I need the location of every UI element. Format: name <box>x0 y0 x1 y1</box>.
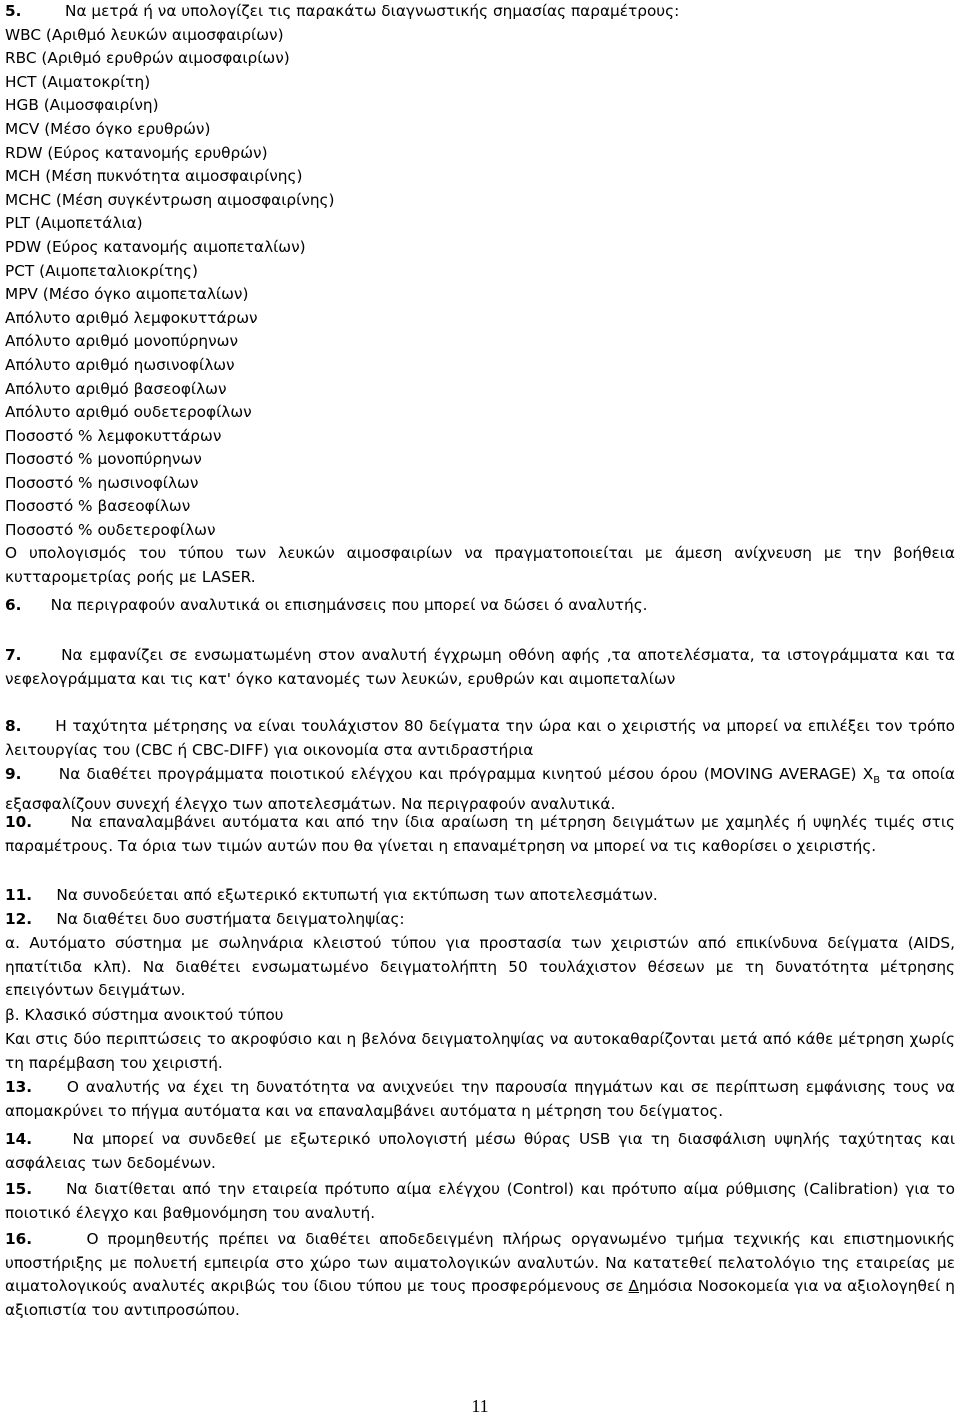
item-text: Ο προμηθευτής πρέπει να διαθέτει αποδεδειγμένη πλήρως οργανωμένο τμήμα τεχνικής και επιστημονικής υποστήριξης με πολυετή εμπειρία στο χώρο των αιματολογικών αναλυτών. Να κατατεθεί πελατολόγιο της εταιρείας με αιματολογικούς αναλυτές ακριβώς του ίδιου τύπου με τους προσφερόμενους σε <box>5 1230 955 1296</box>
item-5-intro: Να μετρά ή να υπολογίζει τις παρακάτω διαγνωστικής σημασίας παραμέτρους: <box>65 2 680 20</box>
item-12-option-b-title: β. Κλασικό σύστημα ανοικτού τύπου <box>5 1006 284 1024</box>
item-16 <box>5 1228 955 1322</box>
item-9 <box>5 763 955 816</box>
parameter-item: Απόλυτο αριθμό ουδετεροφίλων <box>5 403 252 422</box>
item-12 <box>5 908 955 932</box>
item-5-note: Ο υπολογισμός του τύπου των λευκών αιμοσφαιρίων να πραγματοποιείται με άμεση ανίχνευση με την βοήθεια κυτταρομετρίας ροής με LASER. <box>5 544 955 586</box>
item-number: 14. <box>5 1130 33 1148</box>
parameter-item: HGB (Αιμοσφαιρίνη) <box>5 96 159 115</box>
parameter-item: Απόλυτο αριθμό βασεοφίλων <box>5 379 227 398</box>
item-text: Να επαναλαμβάνει αυτόματα και από την ίδια αραίωση τη μέτρηση δειγμάτων με χαμηλές ή υψηλές τιμές στις παραμέτρους. Τα όρια των τιμών αυτών που θα γίνεται η επαναμέτρηση να μπορεί να τις καθορίσει ο χειριστής. <box>5 813 955 855</box>
parameter-item: MCHC (Μέση συγκέντρωση αιμοσφαιρίνης) <box>5 190 335 209</box>
parameter-item: Απόλυτο αριθμό λεμφοκυττάρων <box>5 308 258 327</box>
item-text-end: ημόσια Νοσοκομεία για να αξιολογηθεί η αξιοπιστία του αντιπροσώπου. <box>5 1277 955 1319</box>
item-text: Να μπορεί να συνδεθεί με εξωτερικό υπολογιστή μέσω θύρας USB για τη διασφάλιση υψηλής ταχύτητας και ασφάλειας των δεδομένων. <box>5 1130 955 1172</box>
item-7 <box>5 644 955 691</box>
item-5-section <box>5 0 955 543</box>
item-8 <box>5 715 955 762</box>
parameter-item: Ποσοστό % λεμφοκυττάρων <box>5 426 222 445</box>
parameter-list <box>5 24 955 543</box>
item-number: 15. <box>5 1180 33 1198</box>
item-6 <box>5 594 955 618</box>
page-number: 11 <box>471 1396 489 1416</box>
parameter-item: Ποσοστό % μονοπύρηνων <box>5 450 202 469</box>
parameter-item: RBC (Αριθμό ερυθρών αιμοσφαιρίων) <box>5 49 290 68</box>
subscript: B <box>873 775 881 787</box>
parameter-item: Ποσοστό % ηωσινοφίλων <box>5 473 199 492</box>
item-text: Ο αναλυτής να έχει τη δυνατότητα να ανιχνεύει την παρουσία πηγμάτων και σε περίπτωση εμφάνισης τους να απομακρύνει το πήγμα αυτόματα και να επαναλαμβάνει αυτόματα η μέτρηση του δείγματος. <box>5 1078 955 1120</box>
item-5-heading <box>5 0 955 24</box>
item-text: Η ταχύτητα μέτρησης να είναι τουλάχιστον 80 δείγματα την ώρα και ο χειριστής να μπορεί να επιλέξει τον τρόπο λειτουργίας του (CBC ή CBC-DIFF) για οικονομία στα αντιδραστήρια <box>5 717 955 759</box>
parameter-item: Ποσοστό % ουδετεροφίλων <box>5 521 216 540</box>
item-number: 7. <box>5 646 22 664</box>
item-text: Να περιγραφούν αναλυτικά οι επισημάνσεις που μπορεί να δώσει ό αναλυτής. <box>50 596 648 614</box>
item-number: 5. <box>5 2 22 20</box>
parameter-item: Απόλυτο αριθμό μονοπύρηνων <box>5 332 239 351</box>
item-number: 13. <box>5 1078 33 1096</box>
parameter-item: MCV (Μέσο όγκο ερυθρών) <box>5 119 211 138</box>
parameter-item: MCH (Μέση πυκνότητα αιμοσφαιρίνης) <box>5 167 303 186</box>
item-number: 8. <box>5 717 22 735</box>
item-number: 6. <box>5 596 22 614</box>
underlined-letter: Δ <box>628 1277 639 1296</box>
item-11 <box>5 884 955 908</box>
parameter-item: WBC (Αριθμό λευκών αιμοσφαιρίων) <box>5 25 284 44</box>
parameter-item: PDW (Εύρος κατανομής αιμοπεταλίων) <box>5 237 306 256</box>
parameter-item: Απόλυτο αριθμό ηωσινοφίλων <box>5 355 235 374</box>
item-text: Να εμφανίζει σε ενσωματωμένη στον αναλυτή έγχρωμη οθόνη αφής ,τα αποτελέσματα, τα ιστογράμματα και τα νεφελογράμματα και τις κατ' όγκο κατανομές των λευκών, ερυθρών και αιμοπεταλίων <box>5 646 955 688</box>
item-text: Να διατίθεται από την εταιρεία πρότυπο αίμα ελέγχου (Control) και πρότυπο αίμα ρύθμισης (Calibration) για το ποιοτικό έλεγχο και βαθμονόμηση του αναλυτή. <box>5 1180 955 1222</box>
item-text: Να διαθέτει δυο συστήματα δειγματοληψίας: <box>56 910 405 928</box>
item-number: 9. <box>5 765 22 783</box>
parameter-item: MPV (Μέσο όγκο αιμοπεταλίων) <box>5 285 249 304</box>
item-number: 12. <box>5 910 33 928</box>
item-text-continued: τα οποία εξασφαλίζουν συνεχή έλεγχο των αποτελεσμάτων. Να περιγραφούν αναλυτικά. <box>5 765 955 813</box>
item-12-option-a: α. Αυτόματο σύστημα με σωληνάρια κλειστού τύπου για προστασία των χειριστών από επικίνδυνα δείγματα (AIDS, ηπατίτιδα κλπ). Να διαθέτει ενσωματωμένο δειγματολήπτη 50 τουλάχιστον θέσεων με τη δυνατότητα μέτρησης επειγόντων δειγμάτων. <box>5 934 955 1000</box>
item-number: 11. <box>5 886 33 904</box>
parameter-item: Ποσοστό % βασεοφίλων <box>5 497 191 516</box>
item-15 <box>5 1178 955 1225</box>
parameter-item: PLT (Αιμοπετάλια) <box>5 214 143 233</box>
parameter-item: HCT (Αιματοκρίτη) <box>5 72 151 91</box>
item-number: 10. <box>5 813 33 831</box>
item-13 <box>5 1076 955 1123</box>
parameter-item: PCT (Αιμοπεταλιοκρίτης) <box>5 261 198 280</box>
item-text: Να διαθέτει προγράμματα ποιοτικού ελέγχου και πρόγραμμα κινητού μέσου όρου (MOVING AVERAGE) X <box>58 765 874 783</box>
item-text: Να συνοδεύεται από εξωτερικό εκτυπωτή για εκτύπωση των αποτελεσμάτων. <box>56 886 658 904</box>
item-14 <box>5 1128 955 1175</box>
item-12-option-b-text: Και στις δύο περιπτώσεις το ακροφύσιο και η βελόνα δειγματοληψίας να αυτοκαθαρίζονται μετά από κάθε μέτρηση χωρίς τη παρέμβαση του χειριστή. <box>5 1030 955 1072</box>
item-number: 16. <box>5 1230 33 1248</box>
parameter-item: RDW (Εύρος κατανομής ερυθρών) <box>5 143 268 162</box>
item-10 <box>5 811 955 858</box>
